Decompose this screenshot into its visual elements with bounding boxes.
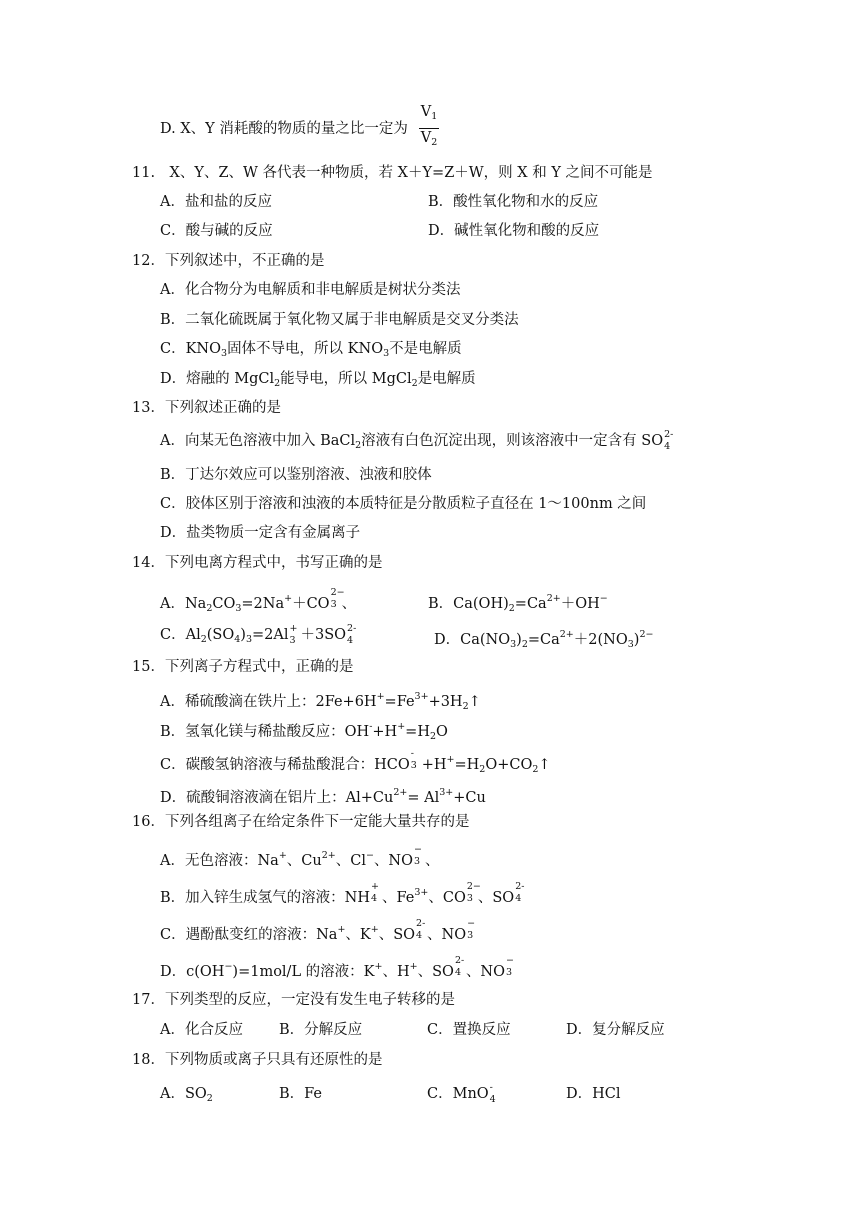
q11-stem: 11. X、Y、Z、W 各代表一种物质，若 X＋Y=Z＋W，则 X 和 Y 之间不可能是 (132, 165, 653, 181)
q14-option-d: D．$Ca(NO_3)_2=Ca^{2+}+2(NO_3)^{2-}$ (434, 629, 654, 650)
q14-option-a: A．$Na_2CO_3=2Na^++CO$ 2− 3 、 (160, 587, 357, 614)
q11-option-c: C．酸与碱的反应 (160, 223, 273, 239)
q11-option-d: D．碱性氧化物和酸的反应 (428, 223, 600, 239)
q16-option-a: A．无色溶液：Na+、$Cu^{2+}$、Cl−、NO − 3 、 (160, 844, 440, 869)
q11-option-a: A．盐和盐的反应 (160, 194, 272, 210)
q11-option-b: B．酸性氧化物和水的反应 (428, 194, 599, 210)
q10-option-d (160, 120, 408, 138)
fraction-numerator: $V_1$ (420, 104, 438, 122)
q18-option-a: A．$SO_2$ (160, 1086, 213, 1104)
q10-option-d-text: D. X、Y 消耗酸的物质的量之比一定为 (160, 121, 408, 137)
q17-option-c: C．置换反应 (427, 1022, 511, 1038)
q15-option-b: B．氢氧化镁与稀盐酸反应：$OH^-+H^+=H_2O$ (160, 721, 448, 742)
q17-option-b: B．分解反应 (279, 1022, 363, 1038)
q12-stem: 12．下列叙述中，不正确的是 (132, 253, 325, 269)
q18-option-c: C．MnO - 4 (427, 1082, 496, 1105)
q13-option-c: C．胶体区别于溶液和浊液的本质特征是分散质粒子直径在 1～100nm 之间 (160, 496, 647, 512)
q15-option-c: C．碳酸氢钠溶液与稀盐酸混合：HCO - 3 $+H^+=H_2O+CO_2↑$ (160, 748, 551, 775)
q14-option-c: C．$Al_2(SO_4)_3=2Al$ + 3 ＋3SO 2- 4 (160, 623, 357, 646)
q16-stem: 16．下列各组离子在给定条件下一定能大量共存的是 (132, 814, 470, 830)
q13-option-b: B．丁达尔效应可以鉴别溶液、浊液和胶体 (160, 467, 432, 483)
q15-option-d: D．硫酸铜溶液滴在铝片上：$Al+Cu^{2+}= Al^{3+}+Cu$ (160, 787, 486, 806)
q18-option-d: D．HCl (566, 1086, 621, 1102)
q12-option-b: B．二氧化硫既属于氧化物又属于非电解质是交叉分类法 (160, 312, 519, 328)
q18-stem: 18．下列物质或离子只具有还原性的是 (132, 1052, 383, 1068)
q14-option-b: B．$Ca(OH)_2=Ca^{2+}+OH^-$ (428, 593, 608, 614)
q13-stem: 13．下列叙述正确的是 (132, 400, 281, 416)
q13-option-d: D．盐类物质一定含有金属离子 (160, 525, 361, 541)
fraction-bar (419, 128, 439, 129)
q17-stem: 17．下列类型的反应，一定没有发生电子转移的是 (132, 992, 455, 1008)
q14-stem: 14．下列电离方程式中，书写正确的是 (132, 555, 383, 571)
q18-option-b: B．Fe (279, 1086, 323, 1102)
q15-option-a: A．稀硫酸滴在铁片上：$2Fe+6H^+=Fe^{3+}+3H_2↑$ (160, 691, 481, 712)
q16-option-b: B．加入锌生成氢气的溶液：NH + 4 、$Fe^{3+}$、CO 2− 3 、SO 2- 4 (160, 881, 525, 906)
q17-option-a: A．化合反应 (160, 1022, 243, 1038)
q17-option-d: D．复分解反应 (566, 1022, 665, 1038)
fraction-denominator: $V_2$ (420, 130, 438, 148)
q13-option-a: A．向某无色溶液中加入 BaCl$_2$溶液有白色沉淀出现，则该溶液中一定含有 SO 2- 4 (160, 429, 674, 452)
q15-stem: 15．下列离子方程式中，正确的是 (132, 659, 354, 675)
q12-option-c: C．$KNO_3$固体不导电，所以 $KNO_3$不是电解质 (160, 341, 462, 359)
q16-option-d: D．c(OH−)=1mol/L 的溶液：K+、H+、SO 2- 4 、NO − 3 (160, 955, 514, 980)
q12-option-d: D．熔融的 MgCl$_2$能导电，所以 MgCl$_2$是电解质 (160, 371, 476, 389)
q12-option-a: A．化合物分为电解质和非电解质是树状分类法 (160, 282, 461, 298)
q16-option-c: C．遇酚酞变红的溶液：Na+、K+、SO 2- 4 、NO − 3 (160, 918, 476, 943)
